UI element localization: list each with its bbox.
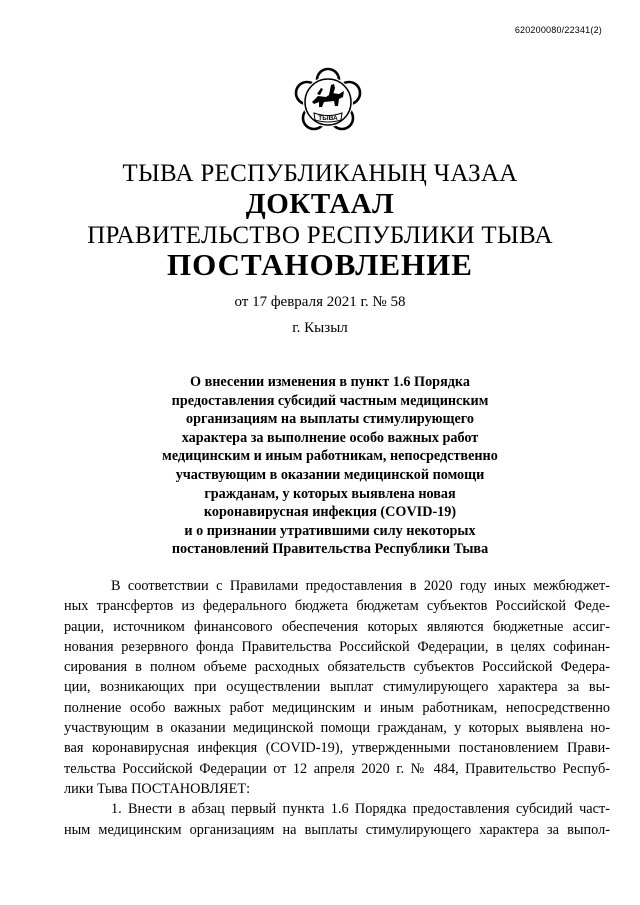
city-line: г. Кызыл [292, 320, 348, 336]
body-line: вая коронавирусная инфекция (COVID-19), утвержденными постановлением Прави- [64, 740, 610, 757]
body-line: полнение особо важных работ медицинским и иным работникам, непосредственно [64, 699, 610, 716]
header-government-line: ПРАВИТЕЛЬСТВО РЕСПУБЛИКИ ТЫВА [87, 222, 553, 249]
emblem-text: ТЫВА [318, 115, 338, 122]
header-tyva-line: ТЫВА РЕСПУБЛИКАНЫҢ ЧАЗАА [122, 160, 518, 187]
document-body [64, 576, 610, 840]
title-line: и о признании утратившими силу некоторых [184, 522, 476, 539]
title-line: гражданам, у которых выявлена новая [204, 485, 456, 502]
title-line: организациям на выплаты стимулирующего [186, 411, 474, 428]
title-line: О внесении изменения в пункт 1.6 Порядка [190, 374, 470, 390]
body-line: ных трансфертов из федерального бюджета бюджетам субъектов Российской Феде- [64, 598, 610, 615]
body-line: ции, возникающих при осуществлении выплат стимулирующего характера за вы- [64, 679, 610, 696]
body-line: тельства Российской Федерации от 12 апреля 2020 г. № 484, Правительство Респуб- [64, 760, 610, 777]
body-line: нования резервного фонда Правительства Российской Федерации, в целях софинан- [64, 638, 610, 655]
title-line: коронавирусная инфекция (COVID-19) [203, 504, 457, 521]
date-line: от 17 февраля 2021 г. № 58 [234, 294, 406, 310]
tyva-emblem-icon [292, 66, 364, 138]
body-line: ным медицинским организациям на выплаты стимулирующего характера за выпол- [64, 821, 610, 838]
body-line: участвующим в оказании медицинской помощи гражданам, у которых выявлена но- [64, 720, 610, 737]
document-title [150, 373, 510, 559]
header-doktaal: ДОКТААЛ [245, 188, 395, 220]
document-id: 620200080/22341(2) [514, 25, 602, 35]
body-line: сирования в полном объеме расходных обязательств субъектов Российской Федера- [64, 659, 610, 676]
title-line: участвующим в оказании медицинской помощи [175, 466, 485, 483]
title-line: постановлений Правительства Республики Тыва [171, 541, 489, 558]
body-line: В соответствии с Правилами предоставления в 2020 году иных межбюджет- [111, 578, 610, 594]
body-line: 1. Внести в абзац первый пункта 1.6 Порядка предоставления субсидий част- [111, 801, 610, 818]
title-line: предоставления субсидий частным медицинским [171, 392, 489, 409]
body-line: лики Тыва ПОСТАНОВЛЯЕТ: [64, 780, 251, 797]
title-line: медицинским и иным работникам, непосредственно [162, 448, 498, 465]
header-postanovlenie: ПОСТАНОВЛЕНИЕ [167, 247, 473, 282]
title-line: характера за выполнение особо важных работ [181, 429, 479, 446]
body-line: рации, источником финансового обеспечения которых являются бюджетные ассиг- [64, 618, 610, 635]
